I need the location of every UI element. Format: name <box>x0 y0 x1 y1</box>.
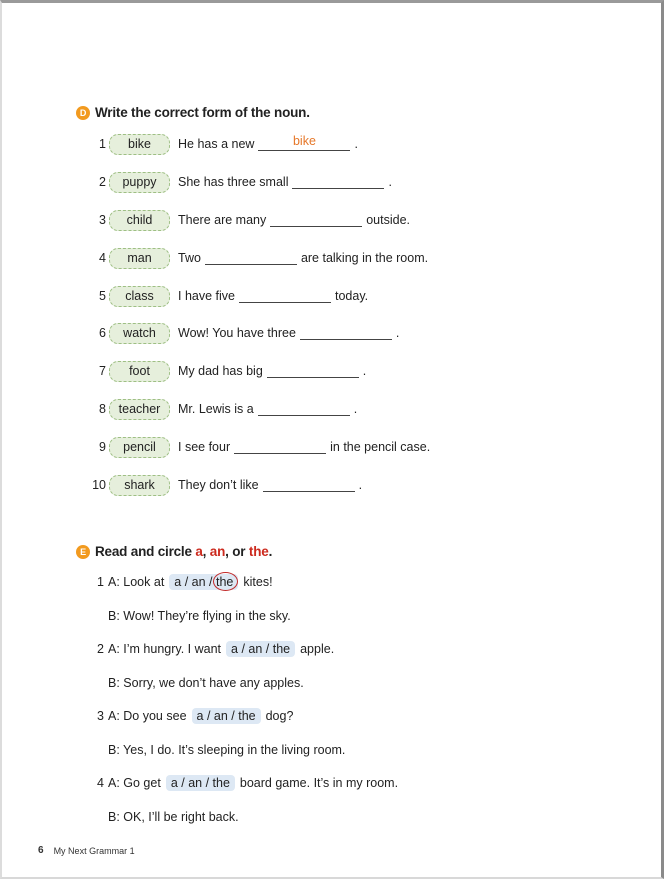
choice-option: the <box>216 575 234 589</box>
choice-option[interactable]: an <box>188 776 203 790</box>
sentence-after: . <box>388 175 392 189</box>
section-d-badge: D <box>76 106 90 120</box>
sentence-before: I see four <box>178 440 231 454</box>
item-number: 4 <box>97 776 104 790</box>
article-choices: a / an / the <box>166 775 235 791</box>
section-e-title-prefix: Read and circle <box>95 544 192 559</box>
item-number: 7 <box>99 364 106 378</box>
noun-word-box: teacher <box>109 399 170 420</box>
dialogue-1-line-a <box>90 572 273 592</box>
line-b-text: B: Yes, I do. It’s sleeping in the living room. <box>108 743 346 757</box>
sentence-before: Wow! You have three <box>178 326 296 340</box>
answer-blank[interactable] <box>258 402 350 416</box>
item-number: 2 <box>99 175 106 189</box>
line-b-text: B: Wow! They’re flying in the sky. <box>108 609 291 623</box>
choice-option[interactable]: a <box>174 575 182 589</box>
choice-option[interactable]: a <box>170 776 178 790</box>
item-number: 6 <box>99 326 106 340</box>
answer-blank[interactable] <box>292 175 384 189</box>
answer-blank[interactable] <box>239 289 331 303</box>
article-choices: a / an / the <box>169 574 238 590</box>
answer-blank[interactable] <box>270 213 362 227</box>
sentence-after: outside. <box>366 213 411 227</box>
noun-word-box: foot <box>109 361 170 382</box>
noun-item-9 <box>86 436 430 458</box>
noun-item-3 <box>86 209 410 231</box>
line-a-after: apple. <box>300 642 335 656</box>
sentence-before: Mr. Lewis is a <box>178 402 254 416</box>
noun-word-box: class <box>109 286 170 307</box>
dialogue-1-line-b <box>108 606 291 626</box>
sentence-before: Two <box>178 251 201 265</box>
sentence-after: in the pencil case. <box>330 440 431 454</box>
dialogue-4-line-a <box>90 773 398 793</box>
sentence-after: . <box>354 137 358 151</box>
noun-word-box: watch <box>109 323 170 344</box>
answer-blank[interactable] <box>300 326 392 340</box>
answer-blank[interactable] <box>234 440 326 454</box>
noun-word-box: child <box>109 210 170 231</box>
noun-item-8 <box>86 398 357 420</box>
line-a-before: A: Do you see <box>108 709 187 723</box>
red-circle-mark <box>213 572 238 591</box>
dialogue-2-line-a <box>90 639 334 659</box>
line-a-after: board game. It’s in my room. <box>239 776 399 790</box>
period: . <box>268 544 273 559</box>
section-d-heading <box>76 105 310 120</box>
dialogue-3-line-b <box>108 740 345 760</box>
choice-option[interactable]: an <box>191 575 206 589</box>
item-number: 10 <box>92 478 106 492</box>
line-a-before: A: I’m hungry. I want <box>108 642 222 656</box>
option-a-label: a <box>195 544 203 559</box>
dialogue-4-line-b <box>108 807 239 827</box>
sentence-after: today. <box>334 289 369 303</box>
choice-option[interactable]: the <box>272 642 291 656</box>
section-e-badge: E <box>76 545 90 559</box>
item-number: 4 <box>99 251 106 265</box>
comma-or: , or <box>225 544 246 559</box>
choice-option[interactable]: the <box>212 776 230 790</box>
sentence-after: . <box>353 402 358 416</box>
line-a-before: A: Look at <box>108 575 165 589</box>
dialogue-2-line-b <box>108 673 304 693</box>
page-footer <box>38 845 135 856</box>
item-number: 8 <box>99 402 106 416</box>
item-number: 3 <box>97 709 104 723</box>
answer-blank[interactable] <box>267 364 359 378</box>
noun-item-7 <box>86 360 366 382</box>
dialogue-3-line-a <box>90 706 293 726</box>
section-d-title: Write the correct form of the noun. <box>95 105 310 120</box>
noun-word-box: pencil <box>109 437 170 458</box>
sentence-before: I have five <box>178 289 235 303</box>
line-a-after: dog? <box>265 709 294 723</box>
article-choices: a / an / the <box>192 708 261 724</box>
item-number: 3 <box>99 213 106 227</box>
noun-item-6 <box>86 322 399 344</box>
comma: , <box>202 544 207 559</box>
answer-blank[interactable] <box>258 134 350 151</box>
sentence-after: . <box>395 326 400 340</box>
noun-word-box: shark <box>109 475 170 496</box>
noun-word-box: bike <box>109 134 170 155</box>
item-number: 5 <box>99 289 106 303</box>
line-a-before: A: Go get <box>108 776 161 790</box>
section-e-heading <box>76 544 272 559</box>
noun-item-2 <box>86 171 392 193</box>
sentence-before: My dad has big <box>178 364 263 378</box>
answer-blank[interactable] <box>263 478 355 492</box>
sentence-before: He has a new <box>178 137 255 151</box>
line-b-text: B: OK, I’ll be right back. <box>108 810 239 824</box>
noun-item-10 <box>86 474 362 496</box>
sentence-before: There are many <box>178 213 267 227</box>
line-b-text: B: Sorry, we don’t have any apples. <box>108 676 304 690</box>
choice-option[interactable]: a <box>231 642 238 656</box>
item-number: 1 <box>97 575 104 589</box>
item-number: 1 <box>99 137 106 151</box>
page-number: 6 <box>38 845 44 856</box>
sentence-after: . <box>362 364 367 378</box>
choice-option[interactable]: an <box>248 642 263 656</box>
noun-item-5 <box>86 285 368 307</box>
sentence-after: are talking in the room. <box>300 251 429 265</box>
sentence-after: . <box>358 478 363 492</box>
choice-option[interactable]: an <box>213 709 228 723</box>
choice-option[interactable]: the <box>238 709 256 723</box>
option-the-label: the <box>248 544 269 559</box>
choice-option[interactable]: a <box>196 709 204 723</box>
noun-item-1 <box>86 133 358 155</box>
line-a-after: kites! <box>243 575 273 589</box>
option-an-label: an <box>209 544 226 559</box>
circled-choice[interactable] <box>216 575 233 589</box>
noun-word-box: puppy <box>109 172 170 193</box>
sentence-before: She has three small <box>178 175 289 189</box>
item-number: 9 <box>99 440 106 454</box>
answer-blank[interactable] <box>205 251 297 265</box>
article-choices: a / an / the <box>226 641 295 657</box>
book-title: My Next Grammar 1 <box>53 845 135 856</box>
item-number: 2 <box>97 642 104 656</box>
sentence-before: They don’t like <box>178 478 259 492</box>
noun-word-box: man <box>109 248 170 269</box>
answer-text: bike <box>292 134 316 148</box>
noun-item-4 <box>86 247 428 269</box>
